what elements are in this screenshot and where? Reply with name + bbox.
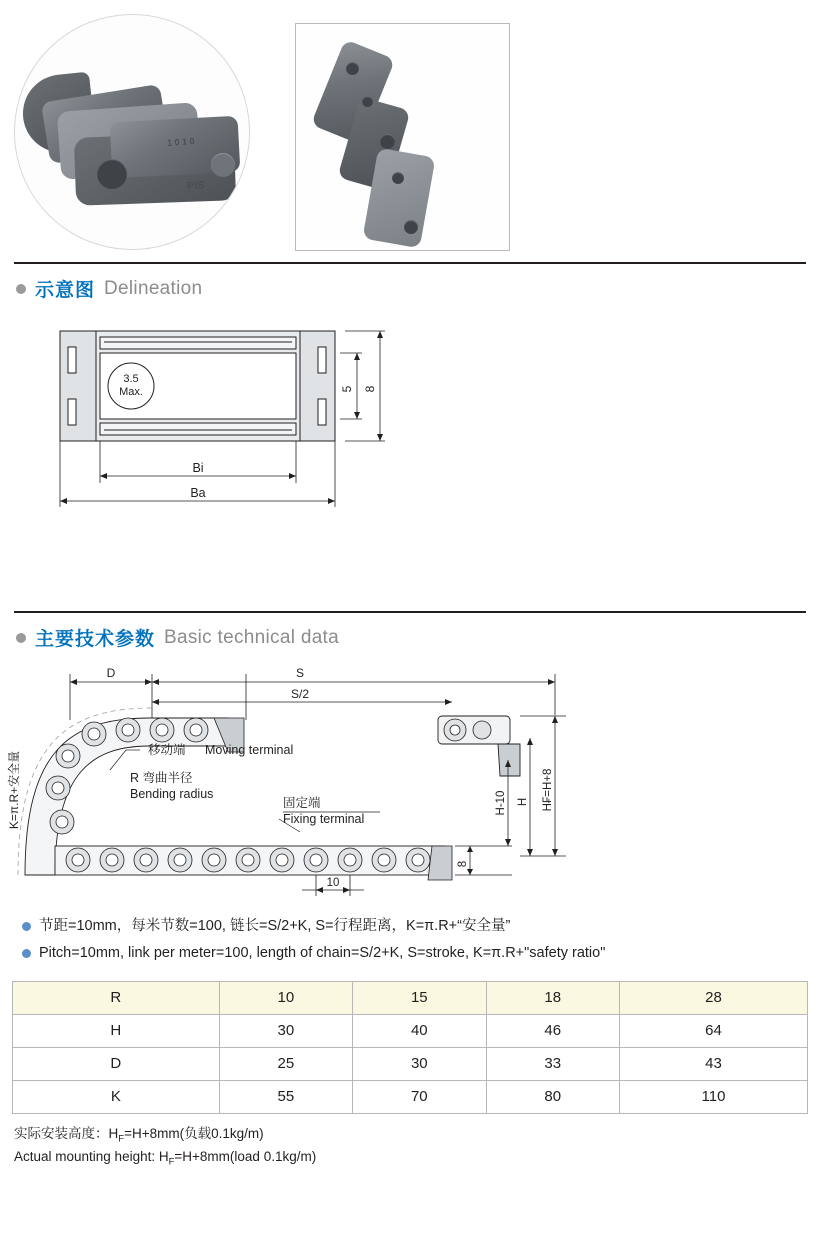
embossed-logo: PIS xyxy=(186,179,206,193)
dim-bi: Bi xyxy=(192,461,204,475)
embossed-text: 1 0 1 0 xyxy=(166,136,195,148)
note-text-en: Pitch=10mm, link per meter=100, length of chain=S/2+K, S=stroke, K=π.R+"safety ratio" xyxy=(39,945,606,962)
table-cell: 43 xyxy=(619,1047,807,1080)
note-item xyxy=(22,916,806,936)
footnote-en xyxy=(14,1147,806,1170)
delineation-drawing xyxy=(0,311,820,611)
table-cell: 110 xyxy=(619,1080,807,1113)
table-cell: 80 xyxy=(486,1080,619,1113)
table-cell: 70 xyxy=(353,1080,486,1113)
table-cell: 25 xyxy=(219,1047,352,1080)
table-header-label: R xyxy=(13,981,220,1014)
label-max-value: 3.5 xyxy=(123,373,139,385)
table-row-label: D xyxy=(13,1047,220,1080)
table-cell: 33 xyxy=(486,1047,619,1080)
footnotes xyxy=(0,1114,820,1171)
table-cell: 64 xyxy=(619,1014,807,1047)
footnote-cn-post: =H+8mm(负载0.1kg/m) xyxy=(124,1125,264,1141)
footnote-en-sub: F xyxy=(168,1156,175,1168)
footnote-en-post: =H+8mm(load 0.1kg/m) xyxy=(174,1149,317,1164)
label-fixing-cn: 固定端 xyxy=(283,796,321,810)
label-k-formula: K=π.R+安全量 xyxy=(7,750,21,830)
section-title-cn: 主要技术参数 xyxy=(35,629,156,650)
delineation-svg xyxy=(0,311,820,611)
table-cell: 46 xyxy=(486,1014,619,1047)
table-row xyxy=(13,1014,808,1047)
dim-inner-height: 5 xyxy=(340,385,354,393)
table-cell: 30 xyxy=(353,1047,486,1080)
dim-ba: Ba xyxy=(190,486,206,500)
note-text-cn: 节距=10mm，每米节数=100, 链长=S/2+K, S=行程距离，K=π.R+“安全量” xyxy=(39,918,511,934)
spec-table xyxy=(12,981,808,1114)
label-max-word: Max. xyxy=(119,386,143,398)
label-radius-cn: R 弯曲半径 xyxy=(130,771,193,785)
table-row xyxy=(13,1047,808,1080)
basic-data-svg xyxy=(0,660,820,910)
table-row-label: H xyxy=(13,1014,220,1047)
table-cell: 55 xyxy=(219,1080,352,1113)
footnote-cn-pre: 实际安装高度：H xyxy=(14,1125,119,1141)
note-bullet-icon xyxy=(22,922,31,931)
table-row-label: K xyxy=(13,1080,220,1113)
table-header-cell: 28 xyxy=(619,981,807,1014)
product-photo-closeup xyxy=(14,14,250,250)
table-row xyxy=(13,1080,808,1113)
footnote-cn-sub: F xyxy=(118,1133,125,1145)
label-s-half: S/2 xyxy=(290,687,310,701)
footnote-cn xyxy=(14,1124,806,1147)
footnote-en-pre: Actual mounting height: H xyxy=(14,1149,169,1164)
label-pitch-10: 10 xyxy=(326,877,340,889)
label-moving-en: Moving terminal xyxy=(205,743,294,757)
notes-list xyxy=(0,910,820,964)
section-header-delineation xyxy=(0,264,820,311)
bullet-icon xyxy=(16,284,26,294)
label-hf: H₣=H+8 xyxy=(542,768,554,812)
dim-outer-height: 8 xyxy=(363,385,377,393)
table-cell: 30 xyxy=(219,1014,352,1047)
section-title-en: Basic technical data xyxy=(164,626,340,648)
table-row-header xyxy=(13,981,808,1014)
table-header-cell: 15 xyxy=(353,981,486,1014)
table-header-cell: 18 xyxy=(486,981,619,1014)
note-bullet-icon xyxy=(22,949,31,958)
table-cell: 40 xyxy=(353,1014,486,1047)
section-title-en: Delineation xyxy=(104,277,203,299)
basic-data-drawing xyxy=(0,660,820,910)
label-radius-en: Bending radius xyxy=(130,787,214,801)
product-photos xyxy=(0,0,820,262)
label-h-minus-10: H-10 xyxy=(495,790,507,816)
label-h: H xyxy=(517,797,529,807)
product-photo-assembly xyxy=(295,23,510,251)
label-moving-cn: 移动端 xyxy=(148,743,186,757)
spec-table-wrap xyxy=(0,971,820,1114)
section-header-basic xyxy=(0,613,820,660)
bullet-icon xyxy=(16,633,26,643)
label-fixing-en: Fixing terminal xyxy=(283,812,365,826)
label-eight: 8 xyxy=(457,860,469,868)
label-s: S xyxy=(295,666,305,680)
label-d: D xyxy=(106,666,116,680)
table-header-cell: 10 xyxy=(219,981,352,1014)
note-item xyxy=(22,943,806,963)
section-title-cn: 示意图 xyxy=(35,280,96,301)
